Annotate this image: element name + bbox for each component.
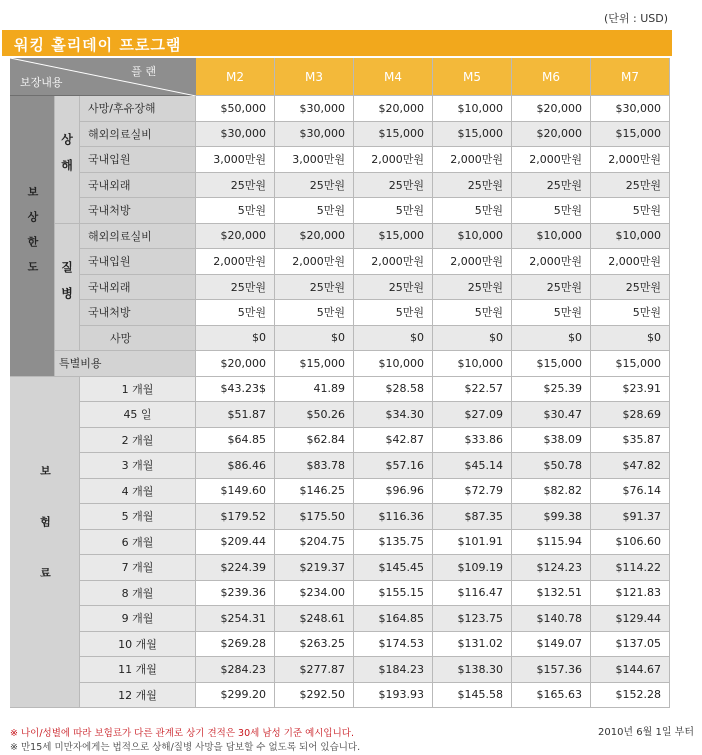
coverage-row-label: 국내외래: [80, 173, 196, 199]
premium-value-cell: $184.23: [354, 657, 433, 683]
section-coverage-limits: 보상한도: [10, 96, 55, 377]
premium-value-cell: $28.58: [354, 377, 433, 403]
coverage-row-label: 국내외래: [80, 275, 196, 301]
coverage-row-label: 해외의료실비: [80, 122, 196, 148]
coverage-value-cell: $15,000: [512, 351, 591, 377]
premium-value-cell: $72.79: [433, 479, 512, 505]
coverage-value-cell: 5만원: [591, 198, 670, 224]
premium-value-cell: $269.28: [196, 632, 275, 658]
premium-value-cell: $76.14: [591, 479, 670, 505]
premium-value-cell: $129.44: [591, 606, 670, 632]
group-illness: 질병: [55, 224, 80, 352]
coverage-value-cell: 5만원: [591, 300, 670, 326]
premium-value-cell: $101.91: [433, 530, 512, 556]
coverage-row-label: 해외의료실비: [80, 224, 196, 250]
premium-value-cell: $86.46: [196, 453, 275, 479]
group-injury: 상해: [55, 96, 80, 224]
coverage-row-label: 국내처방: [80, 198, 196, 224]
premium-value-cell: $219.37: [275, 555, 354, 581]
premium-value-cell: $106.60: [591, 530, 670, 556]
coverage-value-cell: $20,000: [196, 224, 275, 250]
coverage-row-label: 국내입원: [80, 249, 196, 275]
coverage-value-cell: $0: [354, 326, 433, 352]
coverage-value-cell: 5만원: [512, 198, 591, 224]
coverage-value-cell: 25만원: [275, 173, 354, 199]
premium-value-cell: $43.23$: [196, 377, 275, 403]
coverage-value-cell: 25만원: [354, 275, 433, 301]
premium-period-label: 4 개월: [80, 479, 196, 505]
coverage-value-cell: 25만원: [196, 275, 275, 301]
header-coverage-label: 보장내용: [20, 76, 63, 89]
premium-value-cell: $33.86: [433, 428, 512, 454]
footnote-age-gender: ※ 나이/성별에 따라 보험료가 다른 관계로 상기 견적은 30세 남성 기준 예시입니다.: [10, 728, 354, 739]
premium-value-cell: $193.93: [354, 683, 433, 709]
coverage-value-cell: $10,000: [433, 96, 512, 122]
coverage-value-cell: 3,000만원: [196, 147, 275, 173]
coverage-value-cell: 5만원: [433, 300, 512, 326]
premium-value-cell: $155.15: [354, 581, 433, 607]
premium-value-cell: $42.87: [354, 428, 433, 454]
premium-value-cell: $82.82: [512, 479, 591, 505]
coverage-row-label: 사망: [80, 326, 196, 352]
premium-value-cell: $164.85: [354, 606, 433, 632]
coverage-value-cell: 2,000만원: [512, 249, 591, 275]
premium-value-cell: $109.19: [433, 555, 512, 581]
coverage-value-cell: 2,000만원: [433, 147, 512, 173]
premium-period-label: 1 개월: [80, 377, 196, 403]
premium-value-cell: $135.75: [354, 530, 433, 556]
premium-value-cell: $299.20: [196, 683, 275, 709]
premium-value-cell: $149.07: [512, 632, 591, 658]
footnote-minor: ※ 만15세 미만자에게는 법적으로 상해/질병 사망을 담보할 수 없도록 되어 있습니다.: [10, 742, 361, 753]
premium-value-cell: $209.44: [196, 530, 275, 556]
coverage-value-cell: 2,000만원: [591, 249, 670, 275]
coverage-value-cell: $15,000: [354, 224, 433, 250]
coverage-value-cell: $20,000: [354, 96, 433, 122]
header-coverage-cell: [10, 58, 196, 96]
coverage-value-cell: $15,000: [591, 351, 670, 377]
coverage-value-cell: 2,000만원: [354, 147, 433, 173]
coverage-value-cell: 2,000만원: [433, 249, 512, 275]
coverage-value-cell: 2,000만원: [591, 147, 670, 173]
coverage-value-cell: 2,000만원: [275, 249, 354, 275]
premium-value-cell: $121.83: [591, 581, 670, 607]
premium-value-cell: $138.30: [433, 657, 512, 683]
coverage-value-cell: $0: [512, 326, 591, 352]
premium-period-label: 8 개월: [80, 581, 196, 607]
premium-value-cell: $50.78: [512, 453, 591, 479]
premium-value-cell: $152.28: [591, 683, 670, 709]
premium-value-cell: $30.47: [512, 402, 591, 428]
coverage-value-cell: 5만원: [275, 300, 354, 326]
page-title: 워킹 홀리데이 프로그램: [14, 36, 182, 54]
coverage-value-cell: $0: [196, 326, 275, 352]
premium-period-label: 9 개월: [80, 606, 196, 632]
coverage-value-cell: $0: [591, 326, 670, 352]
premium-value-cell: $22.57: [433, 377, 512, 403]
coverage-value-cell: $10,000: [433, 224, 512, 250]
premium-value-cell: $51.87: [196, 402, 275, 428]
coverage-value-cell: 5만원: [433, 198, 512, 224]
premium-value-cell: $34.30: [354, 402, 433, 428]
coverage-value-cell: 5만원: [512, 300, 591, 326]
premium-value-cell: $149.60: [196, 479, 275, 505]
coverage-value-cell: $50,000: [196, 96, 275, 122]
coverage-value-cell: $10,000: [512, 224, 591, 250]
coverage-value-cell: $15,000: [275, 351, 354, 377]
premium-value-cell: $146.25: [275, 479, 354, 505]
section-premium: 보험료: [10, 377, 80, 709]
premium-value-cell: $137.05: [591, 632, 670, 658]
premium-value-cell: $145.45: [354, 555, 433, 581]
premium-value-cell: $224.39: [196, 555, 275, 581]
premium-value-cell: $140.78: [512, 606, 591, 632]
coverage-value-cell: 5만원: [354, 198, 433, 224]
premium-value-cell: $35.87: [591, 428, 670, 454]
premium-value-cell: $99.38: [512, 504, 591, 530]
premium-value-cell: $254.31: [196, 606, 275, 632]
premium-value-cell: $45.14: [433, 453, 512, 479]
premium-value-cell: $123.75: [433, 606, 512, 632]
premium-period-label: 6 개월: [80, 530, 196, 556]
premium-value-cell: 41.89: [275, 377, 354, 403]
premium-period-label: 11 개월: [80, 657, 196, 683]
premium-period-label: 10 개월: [80, 632, 196, 658]
premium-value-cell: $50.26: [275, 402, 354, 428]
effective-date: 2010년 6월 1일 부터: [597, 727, 694, 738]
coverage-value-cell: 5만원: [354, 300, 433, 326]
coverage-value-cell: $15,000: [354, 122, 433, 148]
coverage-value-cell: $20,000: [512, 96, 591, 122]
premium-value-cell: $83.78: [275, 453, 354, 479]
coverage-value-cell: 25만원: [433, 173, 512, 199]
coverage-row-label: 특별비용: [55, 351, 196, 377]
premium-value-cell: $145.58: [433, 683, 512, 709]
premium-value-cell: $132.51: [512, 581, 591, 607]
premium-value-cell: $47.82: [591, 453, 670, 479]
coverage-value-cell: 5만원: [275, 198, 354, 224]
premium-value-cell: $263.25: [275, 632, 354, 658]
premium-value-cell: $239.36: [196, 581, 275, 607]
premium-value-cell: $23.91: [591, 377, 670, 403]
coverage-value-cell: 5만원: [196, 300, 275, 326]
premium-value-cell: $277.87: [275, 657, 354, 683]
coverage-value-cell: 25만원: [512, 173, 591, 199]
plan-header-m7: M7: [591, 58, 670, 96]
coverage-row-label: 국내입원: [80, 147, 196, 173]
coverage-value-cell: $15,000: [591, 122, 670, 148]
plan-header-m5: M5: [433, 58, 512, 96]
premium-value-cell: $28.69: [591, 402, 670, 428]
coverage-value-cell: $20,000: [275, 224, 354, 250]
premium-value-cell: $292.50: [275, 683, 354, 709]
coverage-value-cell: $30,000: [591, 96, 670, 122]
premium-value-cell: $174.53: [354, 632, 433, 658]
coverage-value-cell: 25만원: [591, 173, 670, 199]
premium-value-cell: $248.61: [275, 606, 354, 632]
premium-value-cell: $204.75: [275, 530, 354, 556]
premium-value-cell: $116.47: [433, 581, 512, 607]
premium-value-cell: $284.23: [196, 657, 275, 683]
coverage-value-cell: $20,000: [512, 122, 591, 148]
plan-header-m6: M6: [512, 58, 591, 96]
premium-period-label: 2 개월: [80, 428, 196, 454]
coverage-value-cell: $30,000: [196, 122, 275, 148]
premium-value-cell: $64.85: [196, 428, 275, 454]
premium-value-cell: $57.16: [354, 453, 433, 479]
premium-value-cell: $62.84: [275, 428, 354, 454]
coverage-value-cell: 25만원: [433, 275, 512, 301]
coverage-value-cell: 3,000만원: [275, 147, 354, 173]
premium-value-cell: $25.39: [512, 377, 591, 403]
coverage-row-label: 사망/후유장해: [80, 96, 196, 122]
coverage-value-cell: $30,000: [275, 96, 354, 122]
premium-value-cell: $179.52: [196, 504, 275, 530]
coverage-value-cell: 2,000만원: [354, 249, 433, 275]
header-diagonal-line: [10, 58, 196, 96]
premium-value-cell: $124.23: [512, 555, 591, 581]
coverage-value-cell: $15,000: [433, 122, 512, 148]
premium-period-label: 5 개월: [80, 504, 196, 530]
premium-period-label: 45 일: [80, 402, 196, 428]
premium-value-cell: $234.00: [275, 581, 354, 607]
premium-period-label: 12 개월: [80, 683, 196, 709]
coverage-value-cell: $10,000: [433, 351, 512, 377]
premium-value-cell: $27.09: [433, 402, 512, 428]
premium-value-cell: $165.63: [512, 683, 591, 709]
plan-header-m4: M4: [354, 58, 433, 96]
plan-header-m3: M3: [275, 58, 354, 96]
premium-value-cell: $157.36: [512, 657, 591, 683]
coverage-value-cell: 25만원: [196, 173, 275, 199]
premium-value-cell: $131.02: [433, 632, 512, 658]
coverage-value-cell: $30,000: [275, 122, 354, 148]
coverage-value-cell: $10,000: [354, 351, 433, 377]
premium-value-cell: $116.36: [354, 504, 433, 530]
premium-value-cell: $91.37: [591, 504, 670, 530]
coverage-value-cell: 25만원: [275, 275, 354, 301]
coverage-value-cell: 5만원: [196, 198, 275, 224]
header-plan-label: 플 랜: [131, 65, 156, 78]
premium-value-cell: $175.50: [275, 504, 354, 530]
coverage-value-cell: 25만원: [591, 275, 670, 301]
coverage-value-cell: $0: [433, 326, 512, 352]
coverage-value-cell: $0: [275, 326, 354, 352]
plan-header-m2: M2: [196, 58, 275, 96]
premium-value-cell: $38.09: [512, 428, 591, 454]
premium-value-cell: $87.35: [433, 504, 512, 530]
unit-note: (단위 : USD): [604, 12, 669, 25]
coverage-row-label: 국내처방: [80, 300, 196, 326]
coverage-value-cell: 25만원: [354, 173, 433, 199]
premium-value-cell: $96.96: [354, 479, 433, 505]
premium-period-label: 3 개월: [80, 453, 196, 479]
premium-value-cell: $114.22: [591, 555, 670, 581]
premium-value-cell: $144.67: [591, 657, 670, 683]
coverage-value-cell: 2,000만원: [196, 249, 275, 275]
coverage-value-cell: $10,000: [591, 224, 670, 250]
coverage-value-cell: $20,000: [196, 351, 275, 377]
premium-value-cell: $115.94: [512, 530, 591, 556]
premium-period-label: 7 개월: [80, 555, 196, 581]
coverage-value-cell: 2,000만원: [512, 147, 591, 173]
coverage-value-cell: 25만원: [512, 275, 591, 301]
